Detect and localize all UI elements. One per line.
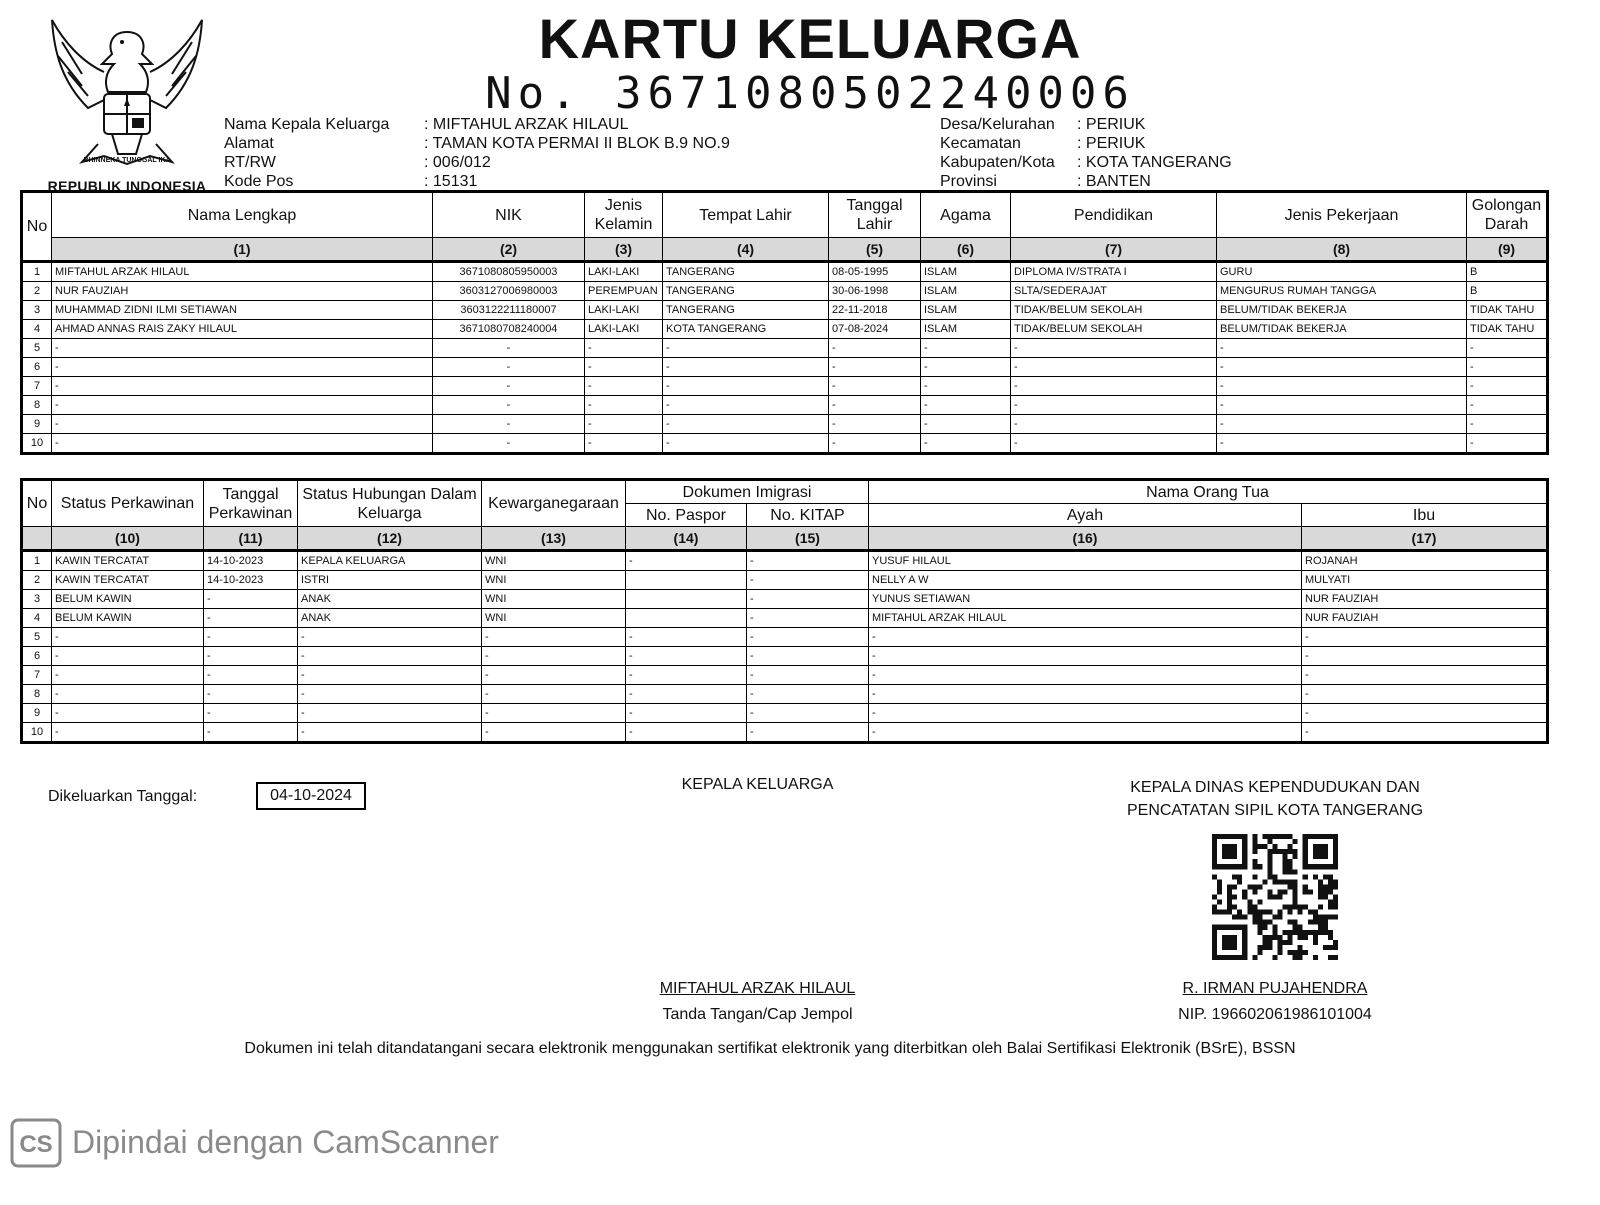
table-cell: - [52, 377, 433, 396]
header-parents: Nama Orang Tua [869, 480, 1548, 504]
head-of-family-name [600, 980, 915, 998]
table-cell: ISLAM [921, 301, 1011, 320]
table-cell: - [585, 358, 663, 377]
garuda-emblem-icon [42, 12, 212, 184]
column-number: (13) [482, 527, 626, 551]
table-cell: WNI [482, 571, 626, 590]
info-value: : 006/012 [424, 154, 491, 171]
table-cell: 14-10-2023 [204, 571, 298, 590]
table-cell: - [921, 358, 1011, 377]
info-value: : TAMAN KOTA PERMAI II BLOK B.9 NO.9 [424, 135, 730, 152]
table-cell: - [747, 685, 869, 704]
table-cell: - [1217, 358, 1467, 377]
table-cell: - [626, 666, 747, 685]
table-cell: TIDAK TAHU [1467, 301, 1548, 320]
table-cell: - [585, 339, 663, 358]
table-cell: - [663, 415, 829, 434]
table-cell: - [1467, 434, 1548, 454]
table-cell: - [482, 628, 626, 647]
table-row [22, 571, 1548, 590]
table-cell: - [869, 628, 1302, 647]
info-address [224, 134, 730, 153]
header-religion: Agama [921, 192, 1011, 238]
table-cell: 4 [22, 609, 52, 628]
column-number: (11) [204, 527, 298, 551]
column-number: (2) [433, 238, 585, 262]
info-value: : PERIUK [1077, 116, 1146, 133]
table-cell: BELUM KAWIN [52, 590, 204, 609]
table-cell: DIPLOMA IV/STRATA I [1011, 262, 1217, 282]
table-cell: ISTRI [298, 571, 482, 590]
table-cell: NUR FAUZIAH [1302, 590, 1548, 609]
table-cell: - [921, 434, 1011, 454]
table-cell: - [298, 628, 482, 647]
table-row [22, 704, 1548, 723]
official-title-line: PENCATATAN SIPIL KOTA TANGERANG [1126, 802, 1424, 819]
column-number: (16) [869, 527, 1302, 551]
table-cell: TANGERANG [663, 301, 829, 320]
table-cell: - [663, 377, 829, 396]
table-cell: 3671080805950003 [433, 262, 585, 282]
column-number: (12) [298, 527, 482, 551]
table-row [22, 262, 1548, 282]
table-cell: - [1217, 339, 1467, 358]
table-cell: - [204, 685, 298, 704]
table-cell: - [1467, 396, 1548, 415]
table-cell: 7 [22, 377, 52, 396]
table-cell: WNI [482, 590, 626, 609]
table-row [22, 396, 1548, 415]
table-cell: NELLY A W [869, 571, 1302, 590]
issued-date-value: 04-10-2024 [256, 782, 366, 810]
header-education: Pendidikan [1011, 192, 1217, 238]
info-province [940, 172, 1151, 191]
family-members-table [20, 190, 1549, 455]
table-cell [626, 571, 747, 590]
table-cell: 5 [22, 628, 52, 647]
table-cell: - [433, 358, 585, 377]
table-cell: LAKI-LAKI [585, 320, 663, 339]
table-cell: - [747, 551, 869, 571]
info-label: Kabupaten/Kota [940, 154, 1055, 171]
header-passport-no: No. Paspor [626, 504, 747, 527]
table-cell: - [1011, 377, 1217, 396]
header-full-name: Nama Lengkap [52, 192, 433, 238]
table-cell: TIDAK/BELUM SEKOLAH [1011, 320, 1217, 339]
table-cell: - [829, 434, 921, 454]
document-number: No. 3671080502240006 [485, 68, 1135, 119]
table-row [22, 647, 1548, 666]
table-row [22, 723, 1548, 743]
table-cell: 6 [22, 647, 52, 666]
table-row [22, 434, 1548, 454]
table-cell: - [1011, 434, 1217, 454]
table-cell: MUHAMMAD ZIDNI ILMI SETIAWAN [52, 301, 433, 320]
table-cell: - [298, 647, 482, 666]
table-cell: - [869, 685, 1302, 704]
table-cell: - [482, 723, 626, 743]
table-cell: - [626, 647, 747, 666]
table-cell: - [1217, 396, 1467, 415]
info-value: : PERIUK [1077, 135, 1146, 152]
table-cell: - [1467, 415, 1548, 434]
table-cell: - [204, 647, 298, 666]
table-cell [626, 609, 747, 628]
column-number: (10) [52, 527, 204, 551]
table-cell: - [52, 704, 204, 723]
table-cell: - [1302, 704, 1548, 723]
column-number: (7) [1011, 238, 1217, 262]
table-cell: - [1467, 339, 1548, 358]
table-cell: - [921, 339, 1011, 358]
camscanner-watermark: Dipindai dengan CamScanner [72, 1124, 499, 1160]
table-cell: B [1467, 282, 1548, 301]
table-cell: - [1302, 685, 1548, 704]
table-cell: - [52, 358, 433, 377]
info-postal-code [224, 172, 478, 191]
table-cell: ANAK [298, 609, 482, 628]
table-cell: - [747, 666, 869, 685]
table-cell: ISLAM [921, 320, 1011, 339]
table-cell: KOTA TANGERANG [663, 320, 829, 339]
table-cell: KAWIN TERCATAT [52, 571, 204, 590]
official-name [1090, 980, 1460, 998]
table-cell: YUNUS SETIAWAN [869, 590, 1302, 609]
info-label: Kode Pos [224, 173, 294, 190]
table-cell: BELUM/TIDAK BEKERJA [1217, 301, 1467, 320]
emblem-motto: BHINNEKA TUNGGAL IKA [83, 157, 171, 164]
table-cell: - [482, 685, 626, 704]
table-cell: 1 [22, 551, 52, 571]
info-label: Kecamatan [940, 135, 1021, 152]
table-cell: - [52, 647, 204, 666]
table-cell: - [1467, 358, 1548, 377]
header-nik: NIK [433, 192, 585, 238]
table-cell: SLTA/SEDERAJAT [1011, 282, 1217, 301]
header-blood-type: Golongan Darah [1467, 192, 1548, 238]
table-cell: - [1302, 628, 1548, 647]
table-cell: - [482, 647, 626, 666]
header-marriage-date: Tanggal Perkawinan [204, 480, 298, 527]
table-cell: NUR FAUZIAH [1302, 609, 1548, 628]
table-cell: - [482, 704, 626, 723]
table-cell: - [747, 647, 869, 666]
table-cell: 08-05-1995 [829, 262, 921, 282]
table-cell: - [433, 339, 585, 358]
table-cell: MULYATI [1302, 571, 1548, 590]
table-row [22, 301, 1548, 320]
emblem-label: REPUBLIK INDONESIA [47, 178, 207, 194]
column-number: (5) [829, 238, 921, 262]
table-cell: - [585, 434, 663, 454]
column-number: (9) [1467, 238, 1548, 262]
table-cell: - [747, 590, 869, 609]
table-row [22, 320, 1548, 339]
table-cell: - [1217, 434, 1467, 454]
header-no: No [22, 192, 52, 262]
signature-label: Tanda Tangan/Cap Jempol [662, 1006, 853, 1023]
civil-status-table [20, 478, 1549, 744]
table-cell: - [585, 396, 663, 415]
table-cell: - [829, 396, 921, 415]
info-value: : BANTEN [1077, 173, 1151, 190]
table-cell: B [1467, 262, 1548, 282]
column-number: (17) [1302, 527, 1548, 551]
info-label: Desa/Kelurahan [940, 116, 1055, 133]
table-row [22, 358, 1548, 377]
table-cell: 9 [22, 704, 52, 723]
header-mother: Ibu [1302, 504, 1548, 527]
table-cell: TANGERANG [663, 282, 829, 301]
table-cell: 3603127006980003 [433, 282, 585, 301]
table-cell: 3 [22, 590, 52, 609]
table-cell: - [204, 628, 298, 647]
official-name-text: R. IRMAN PUJAHENDRA [1182, 980, 1368, 997]
table-cell: 5 [22, 339, 52, 358]
table-cell: - [747, 628, 869, 647]
table-cell: - [433, 415, 585, 434]
table-row [22, 339, 1548, 358]
table-cell: - [1011, 358, 1217, 377]
info-label: Alamat [224, 135, 274, 152]
info-label: Provinsi [940, 173, 997, 190]
table-cell: 3 [22, 301, 52, 320]
table-cell: - [204, 609, 298, 628]
table-cell: ROJANAH [1302, 551, 1548, 571]
table-cell: - [626, 551, 747, 571]
table-cell: LAKI-LAKI [585, 301, 663, 320]
table-cell: LAKI-LAKI [585, 262, 663, 282]
table-cell: 10 [22, 434, 52, 454]
table-cell: - [921, 377, 1011, 396]
header-citizenship: Kewarganegaraan [482, 480, 626, 527]
table-cell: - [52, 723, 204, 743]
table-cell: KAWIN TERCATAT [52, 551, 204, 571]
table-cell: - [1217, 377, 1467, 396]
table-cell: - [1467, 377, 1548, 396]
table-cell: PEREMPUAN [585, 282, 663, 301]
info-label: Nama Kepala Keluarga [224, 116, 390, 133]
table-cell: - [663, 396, 829, 415]
table-cell: - [829, 358, 921, 377]
table-cell: - [747, 609, 869, 628]
info-rt-rw [224, 153, 491, 172]
table-cell: - [663, 434, 829, 454]
official-nip: NIP. 196602061986101004 [1178, 1006, 1372, 1023]
header-father: Ayah [869, 504, 1302, 527]
table-row [22, 628, 1548, 647]
table-cell: - [921, 415, 1011, 434]
table-row [22, 685, 1548, 704]
info-value: : MIFTAHUL ARZAK HILAUL [424, 116, 629, 133]
table-row [22, 666, 1548, 685]
table-row [22, 377, 1548, 396]
table-cell: - [626, 723, 747, 743]
table-cell: ISLAM [921, 262, 1011, 282]
table-cell: - [204, 590, 298, 609]
table-cell: - [482, 666, 626, 685]
table-cell: BELUM KAWIN [52, 609, 204, 628]
table-cell: MIFTAHUL ARZAK HILAUL [52, 262, 433, 282]
table-cell: - [433, 377, 585, 396]
header-occupation: Jenis Pekerjaan [1217, 192, 1467, 238]
official-title-line: KEPALA DINAS KEPENDUDUKAN DAN [1130, 779, 1420, 796]
column-number: (8) [1217, 238, 1467, 262]
table-cell: - [626, 685, 747, 704]
table-cell: - [1302, 666, 1548, 685]
table-cell: - [747, 571, 869, 590]
info-district [940, 134, 1146, 153]
table-cell: - [663, 358, 829, 377]
column-number: (6) [921, 238, 1011, 262]
head-of-family-name-text: MIFTAHUL ARZAK HILAUL [659, 980, 856, 997]
table-cell: 1 [22, 262, 52, 282]
table-cell: WNI [482, 551, 626, 571]
table-cell: 3603122211180007 [433, 301, 585, 320]
table-cell: - [204, 704, 298, 723]
header-gender: Jenis Kelamin [585, 192, 663, 238]
head-of-family-label: KEPALA KELUARGA [681, 776, 834, 793]
table-cell: 2 [22, 282, 52, 301]
table-cell: - [52, 628, 204, 647]
table-row [22, 551, 1548, 571]
table-cell: - [747, 704, 869, 723]
table-cell: - [52, 396, 433, 415]
table-cell: 7 [22, 666, 52, 685]
table-cell: - [1011, 396, 1217, 415]
header-kitap-no: No. KITAP [747, 504, 869, 527]
table-cell: YUSUF HILAUL [869, 551, 1302, 571]
table-cell: TIDAK TAHU [1467, 320, 1548, 339]
table-cell: - [298, 723, 482, 743]
info-city [940, 153, 1232, 172]
table-cell: 14-10-2023 [204, 551, 298, 571]
table-cell: - [433, 396, 585, 415]
column-number: (3) [585, 238, 663, 262]
table-cell: - [585, 377, 663, 396]
camscanner-logo-icon [10, 1118, 62, 1168]
table-cell: 4 [22, 320, 52, 339]
table-cell: - [52, 666, 204, 685]
table-cell: WNI [482, 609, 626, 628]
table-cell: - [869, 647, 1302, 666]
table-cell: - [1011, 339, 1217, 358]
header-birthdate: Tanggal Lahir [829, 192, 921, 238]
table-row [22, 609, 1548, 628]
info-label: RT/RW [224, 154, 276, 171]
column-number: (1) [52, 238, 433, 262]
table-cell: 8 [22, 685, 52, 704]
table-cell: - [869, 723, 1302, 743]
table-cell: BELUM/TIDAK BEKERJA [1217, 320, 1467, 339]
column-number: (4) [663, 238, 829, 262]
table-cell: TANGERANG [663, 262, 829, 282]
table-row [22, 282, 1548, 301]
table-cell: KEPALA KELUARGA [298, 551, 482, 571]
table-cell: - [869, 666, 1302, 685]
table-cell: 22-11-2018 [829, 301, 921, 320]
header-immigration-docs: Dokumen Imigrasi [626, 480, 869, 504]
table-cell: - [747, 723, 869, 743]
info-village [940, 115, 1146, 134]
table-cell: - [52, 434, 433, 454]
table-cell: - [52, 415, 433, 434]
table-cell: - [433, 434, 585, 454]
table-cell: - [869, 704, 1302, 723]
table-cell: AHMAD ANNAS RAIS ZAKY HILAUL [52, 320, 433, 339]
table-cell: - [921, 396, 1011, 415]
table-cell: - [1217, 415, 1467, 434]
header-birthplace: Tempat Lahir [663, 192, 829, 238]
header-family-relation: Status Hubungan Dalam Keluarga [298, 480, 482, 527]
issued-date-label: Dikeluarkan Tanggal: [48, 788, 198, 805]
table-cell: - [298, 666, 482, 685]
table-row [22, 590, 1548, 609]
table-cell: - [626, 704, 747, 723]
camscanner-logo-text: CS [19, 1131, 53, 1158]
table-cell: 3671080708240004 [433, 320, 585, 339]
table-cell: - [204, 723, 298, 743]
document-title: KARTU KELUARGA [538, 7, 1082, 70]
table-cell: 9 [22, 415, 52, 434]
table-cell: - [1011, 415, 1217, 434]
table-cell: 07-08-2024 [829, 320, 921, 339]
table-cell: - [1302, 723, 1548, 743]
table-cell: - [829, 339, 921, 358]
table-cell: 2 [22, 571, 52, 590]
column-number: (14) [626, 527, 747, 551]
table-cell: - [1302, 647, 1548, 666]
electronic-signature-note: Dokumen ini telah ditandatangani secara elektronik menggunakan sertifikat elektronik yang diterbitkan oleh Balai Sertifikasi Elektronik (BSrE), BSSN [244, 1040, 1296, 1057]
table-cell: - [663, 339, 829, 358]
table-cell: - [204, 666, 298, 685]
table-cell: 10 [22, 723, 52, 743]
header-marital-status: Status Perkawinan [52, 480, 204, 527]
qr-code-icon [1212, 834, 1338, 960]
table-cell: - [829, 415, 921, 434]
header-no: No [22, 480, 52, 527]
table-cell: MENGURUS RUMAH TANGGA [1217, 282, 1467, 301]
table-cell: MIFTAHUL ARZAK HILAUL [869, 609, 1302, 628]
table-cell: ISLAM [921, 282, 1011, 301]
table-row [22, 415, 1548, 434]
table-cell: ANAK [298, 590, 482, 609]
table-cell: TIDAK/BELUM SEKOLAH [1011, 301, 1217, 320]
table-cell [626, 590, 747, 609]
table-cell: 6 [22, 358, 52, 377]
table-cell: - [585, 415, 663, 434]
table-cell: - [298, 704, 482, 723]
table-cell: 8 [22, 396, 52, 415]
official-title [1090, 776, 1460, 822]
table-cell: - [829, 377, 921, 396]
table-cell: NUR FAUZIAH [52, 282, 433, 301]
table-cell: - [626, 628, 747, 647]
table-cell: - [52, 685, 204, 704]
column-number: (15) [747, 527, 869, 551]
table-cell: - [52, 339, 433, 358]
info-value: : KOTA TANGERANG [1077, 154, 1232, 171]
table-cell: - [298, 685, 482, 704]
table-cell: 30-06-1998 [829, 282, 921, 301]
info-head-of-family [224, 115, 629, 134]
info-value: : 15131 [424, 173, 478, 190]
table-cell: GURU [1217, 262, 1467, 282]
